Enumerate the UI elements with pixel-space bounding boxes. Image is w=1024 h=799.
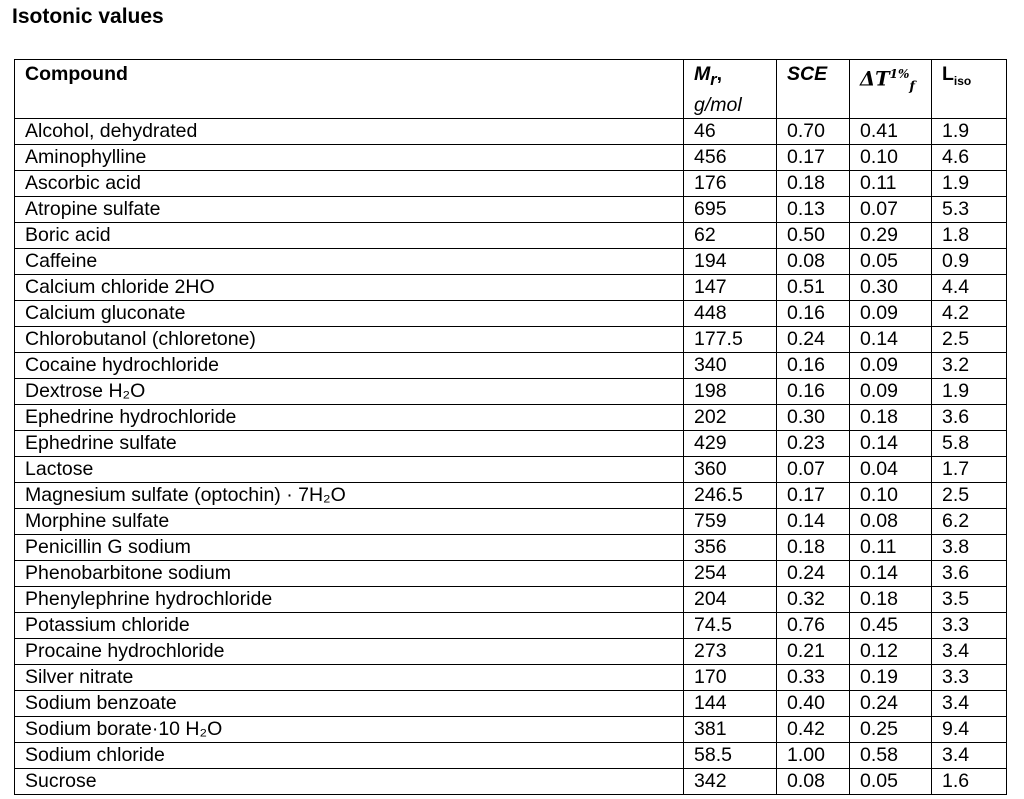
cell-molar-mass: 198 [684,378,777,404]
cell-freezing-point-depression: 0.08 [850,508,932,534]
cell-sce: 0.40 [777,690,850,716]
header-liso-subscript: iso [953,73,972,88]
cell-sce: 0.08 [777,768,850,794]
cell-sce: 0.24 [777,326,850,352]
cell-compound: Alcohol, dehydrated [15,118,684,144]
cell-molar-mass: 46 [684,118,777,144]
cell-compound: Chlorobutanol (chloretone) [15,326,684,352]
cell-sce: 0.30 [777,404,850,430]
cell-liso: 3.4 [932,638,1007,664]
cell-liso: 1.8 [932,222,1007,248]
table-row [15,404,1007,430]
table-row [15,222,1007,248]
cell-molar-mass: 246.5 [684,482,777,508]
cell-compound: Ephedrine sulfate [15,430,684,456]
table-row [15,144,1007,170]
table-row [15,534,1007,560]
cell-sce: 0.08 [777,248,850,274]
isotonic-values-table [14,59,1007,795]
cell-molar-mass: 74.5 [684,612,777,638]
cell-compound: Silver nitrate [15,664,684,690]
cell-molar-mass: 340 [684,352,777,378]
cell-liso: 3.2 [932,352,1007,378]
table-body [15,118,1007,794]
cell-freezing-point-depression: 0.29 [850,222,932,248]
cell-molar-mass: 356 [684,534,777,560]
cell-molar-mass: 759 [684,508,777,534]
cell-freezing-point-depression: 0.30 [850,274,932,300]
cell-compound: Sucrose [15,768,684,794]
cell-liso: 1.9 [932,378,1007,404]
header-dtf-superscript: 1% [889,67,910,81]
cell-freezing-point-depression: 0.14 [850,430,932,456]
cell-sce: 0.13 [777,196,850,222]
cell-liso: 4.6 [932,144,1007,170]
header-compound: Compound [15,60,684,119]
header-liso [932,60,1007,119]
cell-freezing-point-depression: 0.11 [850,534,932,560]
cell-liso: 4.4 [932,274,1007,300]
header-mr-comma: , [716,63,722,85]
cell-freezing-point-depression: 0.10 [850,144,932,170]
cell-freezing-point-depression: 0.07 [850,196,932,222]
cell-freezing-point-depression: 0.05 [850,248,932,274]
cell-molar-mass: 62 [684,222,777,248]
cell-freezing-point-depression: 0.14 [850,326,932,352]
cell-compound: Sodium chloride [15,742,684,768]
table-row [15,118,1007,144]
cell-freezing-point-depression: 0.25 [850,716,932,742]
cell-sce: 0.14 [777,508,850,534]
cell-sce: 0.33 [777,664,850,690]
cell-sce: 0.23 [777,430,850,456]
cell-sce: 0.16 [777,352,850,378]
cell-freezing-point-depression: 0.14 [850,560,932,586]
cell-molar-mass: 194 [684,248,777,274]
cell-compound: Phenylephrine hydrochloride [15,586,684,612]
cell-liso: 3.5 [932,586,1007,612]
cell-liso: 3.6 [932,404,1007,430]
cell-sce: 0.24 [777,560,850,586]
table-row [15,768,1007,794]
cell-molar-mass: 273 [684,638,777,664]
header-freezing-point-depression [850,60,932,119]
table-row [15,456,1007,482]
cell-freezing-point-depression: 0.09 [850,352,932,378]
cell-liso: 3.6 [932,560,1007,586]
header-row [15,60,1007,119]
cell-molar-mass: 456 [684,144,777,170]
cell-liso: 3.3 [932,664,1007,690]
cell-compound: Calcium gluconate [15,300,684,326]
header-molar-mass [684,60,777,119]
cell-freezing-point-depression: 0.10 [850,482,932,508]
table-row [15,352,1007,378]
cell-molar-mass: 170 [684,664,777,690]
header-mr-symbol: M [694,63,711,85]
cell-sce: 0.76 [777,612,850,638]
cell-compound: Ephedrine hydrochloride [15,404,684,430]
table-row [15,430,1007,456]
cell-freezing-point-depression: 0.18 [850,586,932,612]
cell-freezing-point-depression: 0.05 [850,768,932,794]
table-row [15,326,1007,352]
cell-liso: 9.4 [932,716,1007,742]
cell-compound: Calcium chloride 2HO [15,274,684,300]
cell-compound: Morphine sulfate [15,508,684,534]
cell-liso: 1.7 [932,456,1007,482]
table-row [15,586,1007,612]
cell-sce: 0.70 [777,118,850,144]
cell-compound: Phenobarbitone sodium [15,560,684,586]
cell-compound: Procaine hydrochloride [15,638,684,664]
cell-sce: 0.18 [777,534,850,560]
header-sce: SCE [777,60,850,119]
cell-molar-mass: 58.5 [684,742,777,768]
cell-liso: 3.8 [932,534,1007,560]
cell-liso: 1.9 [932,170,1007,196]
header-liso-symbol: L [942,63,954,85]
cell-molar-mass: 342 [684,768,777,794]
cell-compound: Potassium chloride [15,612,684,638]
cell-compound: Lactose [15,456,684,482]
cell-molar-mass: 360 [684,456,777,482]
table-row [15,612,1007,638]
table-row [15,508,1007,534]
page-title: Isotonic values [12,5,164,28]
cell-freezing-point-depression: 0.45 [850,612,932,638]
cell-molar-mass: 177.5 [684,326,777,352]
cell-sce: 0.17 [777,482,850,508]
cell-sce: 0.16 [777,300,850,326]
cell-compound: Caffeine [15,248,684,274]
table-row [15,274,1007,300]
cell-liso: 2.5 [932,326,1007,352]
cell-sce: 0.18 [777,170,850,196]
cell-compound: Magnesium sulfate (optochin) · 7H₂O [15,482,684,508]
cell-molar-mass: 695 [684,196,777,222]
cell-liso: 6.2 [932,508,1007,534]
table-row [15,248,1007,274]
cell-freezing-point-depression: 0.24 [850,690,932,716]
cell-freezing-point-depression: 0.19 [850,664,932,690]
cell-compound: Cocaine hydrochloride [15,352,684,378]
header-mr-subscript: r [710,70,717,89]
cell-sce: 0.07 [777,456,850,482]
table-row [15,690,1007,716]
cell-liso: 5.8 [932,430,1007,456]
cell-liso: 0.9 [932,248,1007,274]
table-row [15,716,1007,742]
cell-molar-mass: 448 [684,300,777,326]
cell-freezing-point-depression: 0.58 [850,742,932,768]
cell-molar-mass: 176 [684,170,777,196]
cell-sce: 0.21 [777,638,850,664]
table-row [15,482,1007,508]
cell-compound: Atropine sulfate [15,196,684,222]
header-mr-unit: g/mol [694,93,742,116]
cell-molar-mass: 381 [684,716,777,742]
table-row [15,638,1007,664]
header-dtf-symbol: ΔT [860,67,890,91]
cell-liso: 3.4 [932,742,1007,768]
cell-liso: 3.4 [932,690,1007,716]
cell-sce: 0.17 [777,144,850,170]
cell-freezing-point-depression: 0.11 [850,170,932,196]
cell-molar-mass: 147 [684,274,777,300]
table-row [15,196,1007,222]
cell-liso: 1.6 [932,768,1007,794]
header-dtf-subscript: f [909,79,915,95]
table-row [15,170,1007,196]
cell-freezing-point-depression: 0.41 [850,118,932,144]
table-row [15,378,1007,404]
cell-molar-mass: 202 [684,404,777,430]
cell-molar-mass: 429 [684,430,777,456]
table-row [15,560,1007,586]
cell-sce: 0.50 [777,222,850,248]
table-row [15,664,1007,690]
cell-compound: Aminophylline [15,144,684,170]
cell-compound: Boric acid [15,222,684,248]
cell-molar-mass: 254 [684,560,777,586]
cell-liso: 3.3 [932,612,1007,638]
cell-compound: Sodium benzoate [15,690,684,716]
cell-compound: Dextrose H₂O [15,378,684,404]
cell-sce: 0.32 [777,586,850,612]
cell-compound: Sodium borate·10 H₂O [15,716,684,742]
cell-freezing-point-depression: 0.18 [850,404,932,430]
cell-molar-mass: 144 [684,690,777,716]
cell-sce: 0.51 [777,274,850,300]
cell-liso: 1.9 [932,118,1007,144]
table-row [15,300,1007,326]
cell-compound: Penicillin G sodium [15,534,684,560]
cell-freezing-point-depression: 0.09 [850,300,932,326]
cell-liso: 2.5 [932,482,1007,508]
cell-liso: 5.3 [932,196,1007,222]
cell-sce: 1.00 [777,742,850,768]
cell-freezing-point-depression: 0.04 [850,456,932,482]
cell-liso: 4.2 [932,300,1007,326]
cell-freezing-point-depression: 0.12 [850,638,932,664]
cell-sce: 0.42 [777,716,850,742]
cell-compound: Ascorbic acid [15,170,684,196]
cell-sce: 0.16 [777,378,850,404]
cell-molar-mass: 204 [684,586,777,612]
table-row [15,742,1007,768]
cell-freezing-point-depression: 0.09 [850,378,932,404]
